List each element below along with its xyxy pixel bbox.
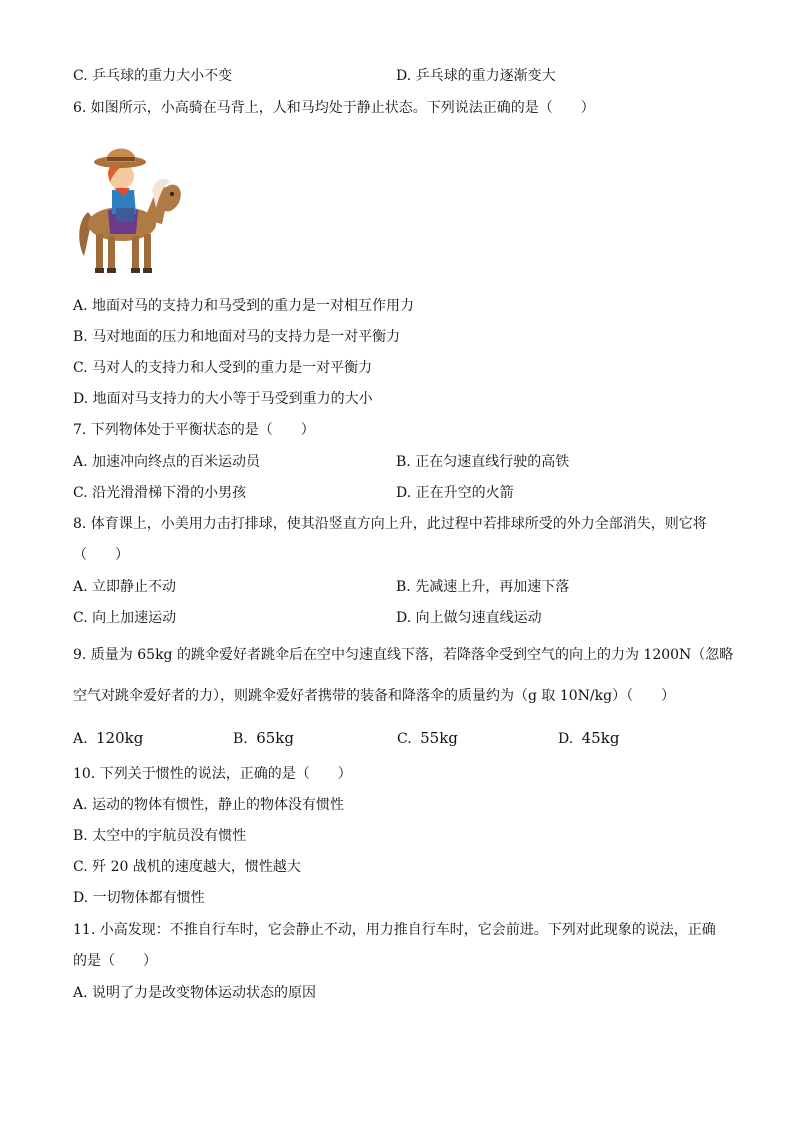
q8-option-a: A. 立即静止不动: [73, 579, 177, 595]
q11-stem-line1: 11. 小高发现：不推自行车时，它会静止不动，用力推自行车时，它会前进。下列对此现象的说法，正确: [73, 922, 716, 938]
q8-option-c: C. 向上加速运动: [73, 610, 177, 626]
boy-riding-horse-icon: [74, 138, 186, 278]
q6-option-d: D. 地面对马支持力的大小等于马受到重力的大小: [73, 391, 373, 407]
q10-option-d: D. 一切物体都有惯性: [73, 890, 205, 906]
q7-option-a: A. 加速冲向终点的百米运动员: [73, 454, 261, 470]
q9-stem-line2: 空气对跳伞爱好者的力），则跳伞爱好者携带的装备和降落伞的质量约为（g 取 10N/kg）（ ）: [73, 688, 676, 704]
q9-option-d-label: D.: [558, 731, 574, 747]
q10-option-a: A. 运动的物体有惯性，静止的物体没有惯性: [73, 797, 345, 813]
q9-option-c: [397, 728, 458, 749]
q11-option-a: A. 说明了力是改变物体运动状态的原因: [73, 985, 317, 1001]
q9-option-a: [73, 728, 143, 749]
q6-option-a: A. 地面对马的支持力和马受到的重力是一对相互作用力: [73, 298, 415, 314]
q7-option-c: C. 沿光滑滑梯下滑的小男孩: [73, 485, 247, 501]
q10-option-c: C. 歼 20 战机的速度越大，惯性越大: [73, 859, 301, 875]
q9-option-c-label: C.: [397, 731, 412, 747]
q11-stem-line2: 的是（ ）: [73, 953, 157, 969]
q5-option-d: D. 乒乓球的重力逐渐变大: [396, 68, 556, 84]
q7-option-d: D. 正在升空的火箭: [396, 485, 514, 501]
q9-option-b: [233, 728, 294, 749]
q9-option-d: [558, 728, 619, 749]
q7-option-b: B. 正在匀速直线行驶的高铁: [396, 454, 570, 470]
q9-option-b-value: 65kg: [256, 729, 294, 747]
q9-option-a-value: 120kg: [96, 729, 144, 747]
q9-option-d-value: 45kg: [581, 729, 620, 747]
q9-stem-line1: 9. 质量为 65kg 的跳伞爱好者跳伞后在空中匀速直线下落，若降落伞受到空气的向上的力为 1200N（忽略: [73, 647, 734, 663]
q5-option-c: C. 乒乓球的重力大小不变: [73, 68, 233, 84]
q9-option-a-label: A.: [73, 731, 88, 747]
q8-stem-line2: （ ）: [73, 547, 129, 563]
q6-option-c: C. 马对人的支持力和人受到的重力是一对平衡力: [73, 360, 373, 376]
q10-option-b: B. 太空中的宇航员没有惯性: [73, 828, 247, 844]
q6-stem: 6. 如图所示，小高骑在马背上，人和马均处于静止状态。下列说法正确的是（ ）: [73, 100, 595, 116]
q8-option-b: B. 先减速上升，再加速下落: [396, 579, 570, 595]
q7-stem: 7. 下列物体处于平衡状态的是（ ）: [73, 422, 315, 438]
q10-stem: 10. 下列关于惯性的说法，正确的是（ ）: [73, 766, 352, 782]
q9-option-c-value: 55kg: [420, 729, 458, 747]
q9-option-b-label: B.: [233, 731, 248, 747]
q8-option-d: D. 向上做匀速直线运动: [396, 610, 542, 626]
q8-stem-line1: 8. 体育课上，小美用力击打排球，使其沿竖直方向上升，此过程中若排球所受的外力全部消失，则它将: [73, 516, 707, 532]
q6-option-b: B. 马对地面的压力和地面对马的支持力是一对平衡力: [73, 329, 401, 345]
